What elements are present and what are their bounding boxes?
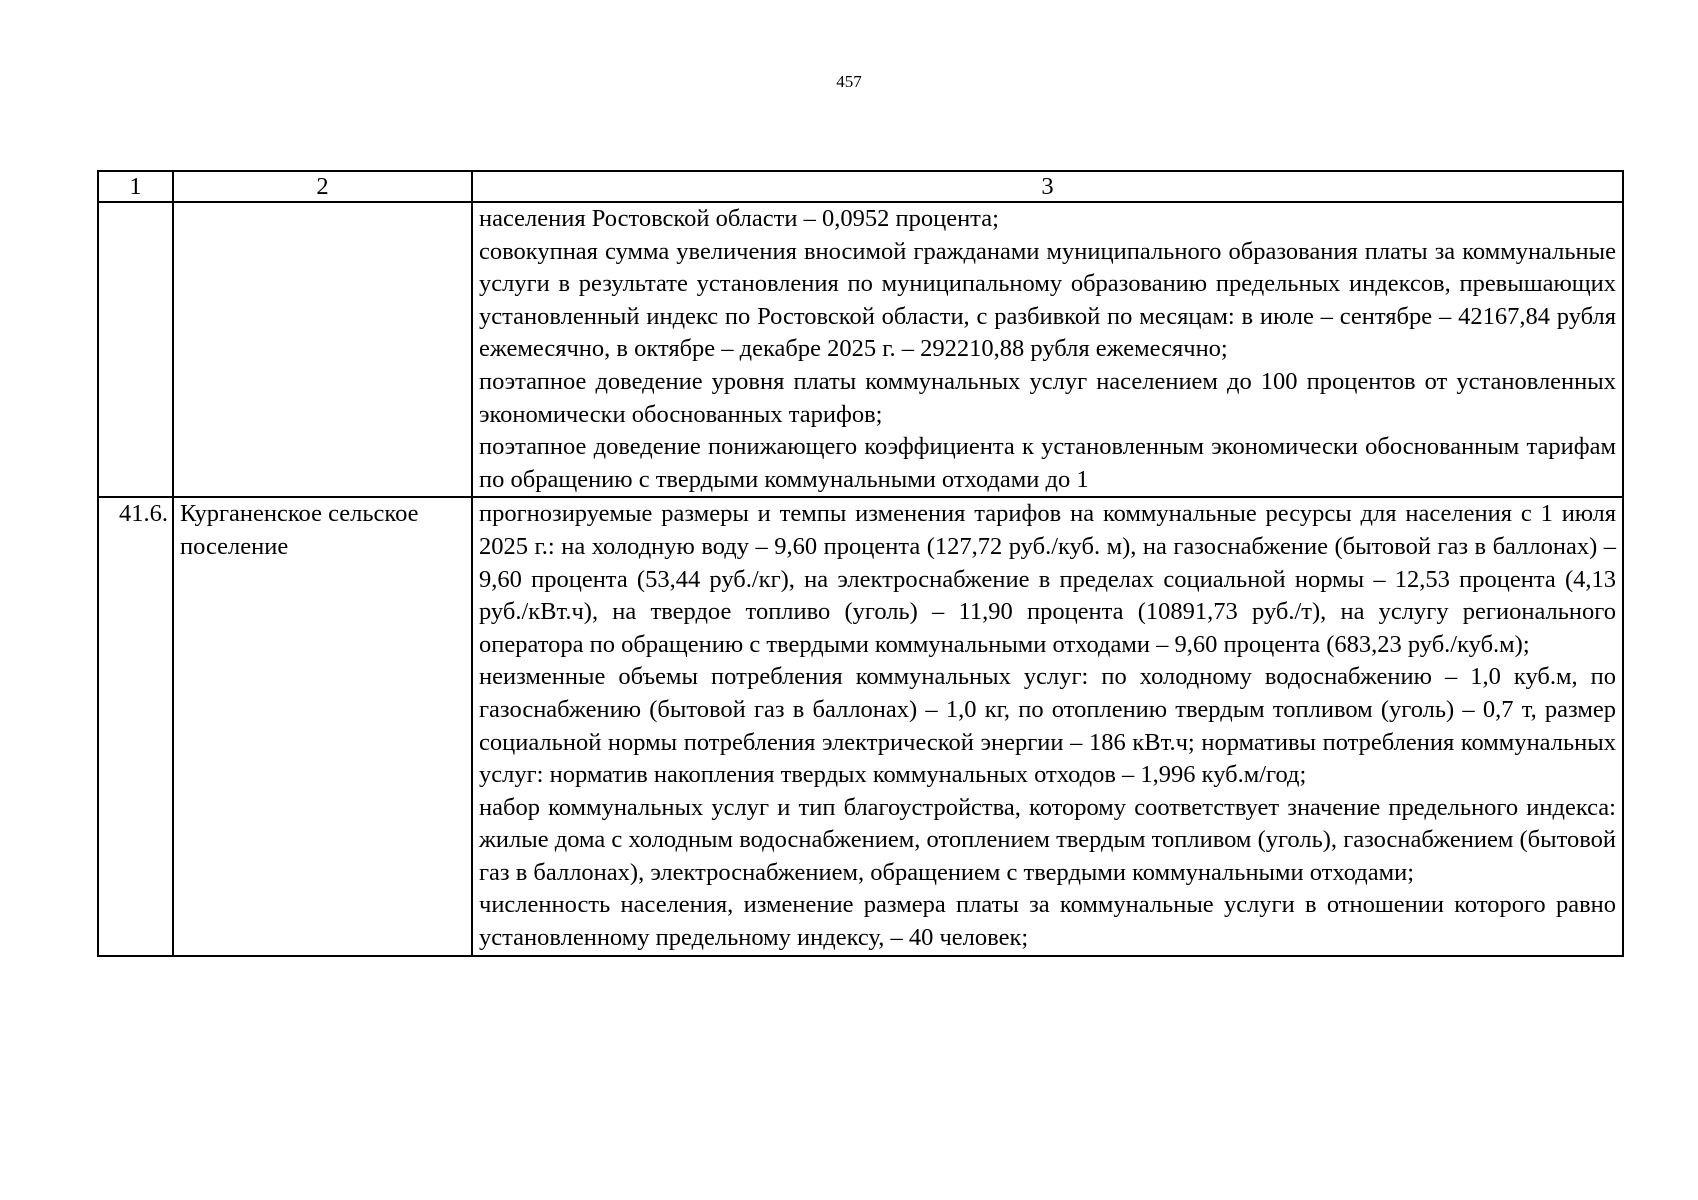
document-table — [97, 170, 1624, 957]
table-row — [98, 202, 1623, 497]
header-cell-1: 1 — [98, 171, 173, 202]
paragraph: совокупная сумма увеличения вносимой гражданами муниципального образования платы за коммунальные услуги в результате установления по муниципальному образованию предельных индексов, превышающих установленный индекс по Ростовской области, с разбивкой по месяцам: в июле – сентябре – 42167,84 рубля ежемесячно, в октябре – декабре 2025 г. – 292210,88 рубля ежемесячно; — [479, 237, 1616, 363]
description-cell — [472, 497, 1623, 955]
header-cell-2: 2 — [173, 171, 472, 202]
paragraph: поэтапное доведение уровня платы коммунальных услуг населением до 100 процентов от установленных экономически обоснованных тарифов; — [479, 367, 1616, 428]
settlement-name-cell — [173, 202, 472, 497]
paragraph: численность населения, изменение размера платы за коммунальные услуги в отношении которого равно установленному предельному индексу, – 40 человек; — [479, 891, 1616, 952]
row-number-cell: 41.6. — [98, 497, 173, 955]
paragraph: населения Ростовской области – 0,0952 процента; — [479, 205, 999, 232]
paragraph: неизменные объемы потребления коммунальных услуг: по холодному водоснабжению – 1,0 куб.м, по газоснабжению (бытовой газ в баллонах) – 1,0 кг, по отоплению твердым топливом (уголь) – 0,7 т, размер социальной нормы потребления электрической энергии – 186 кВт.ч; нормативы потребления коммунальных услуг: норматив накопления твердых коммунальных отходов – 1,996 куб.м/год; — [479, 663, 1616, 789]
paragraph: набор коммунальных услуг и тип благоустройства, которому соответствует значение предельного индекса: жилые дома с холодным водоснабжением, отоплением твердым топливом (уголь), газоснабжением (бытовой газ в баллонах), электроснабжением, обращением с твердыми коммунальными отходами; — [479, 793, 1616, 886]
paragraph: прогнозируемые размеры и темпы изменения тарифов на коммунальные ресурсы для населения с 1 июля 2025 г.: на холодную воду – 9,60 процента (127,72 руб./куб. м), на газоснабжение (бытовой газ в баллонах) – 9,60 процента (53,44 руб./кг), на электроснабжение в пределах социальной нормы – 12,53 процента (4,13 руб./кВт.ч), на твердое топливо (уголь) – 11,90 процента (10891,73 руб./т), на услугу регионального оператора по обращению с твердыми коммунальными отходами – 9,60 процента (683,23 руб./куб.м); — [479, 500, 1616, 658]
table-header-row — [98, 171, 1623, 202]
table-row — [98, 497, 1623, 955]
settlement-name-cell: Курганенское сельское поселение — [173, 497, 472, 955]
header-cell-3: 3 — [472, 171, 1623, 202]
description-cell — [472, 202, 1623, 497]
paragraph: поэтапное доведение понижающего коэффициента к установленным экономически обоснованным тарифам по обращению с твердыми коммунальными отходами до 1 — [479, 433, 1616, 493]
row-number-cell — [98, 202, 173, 497]
page-number: 457 — [836, 72, 862, 91]
